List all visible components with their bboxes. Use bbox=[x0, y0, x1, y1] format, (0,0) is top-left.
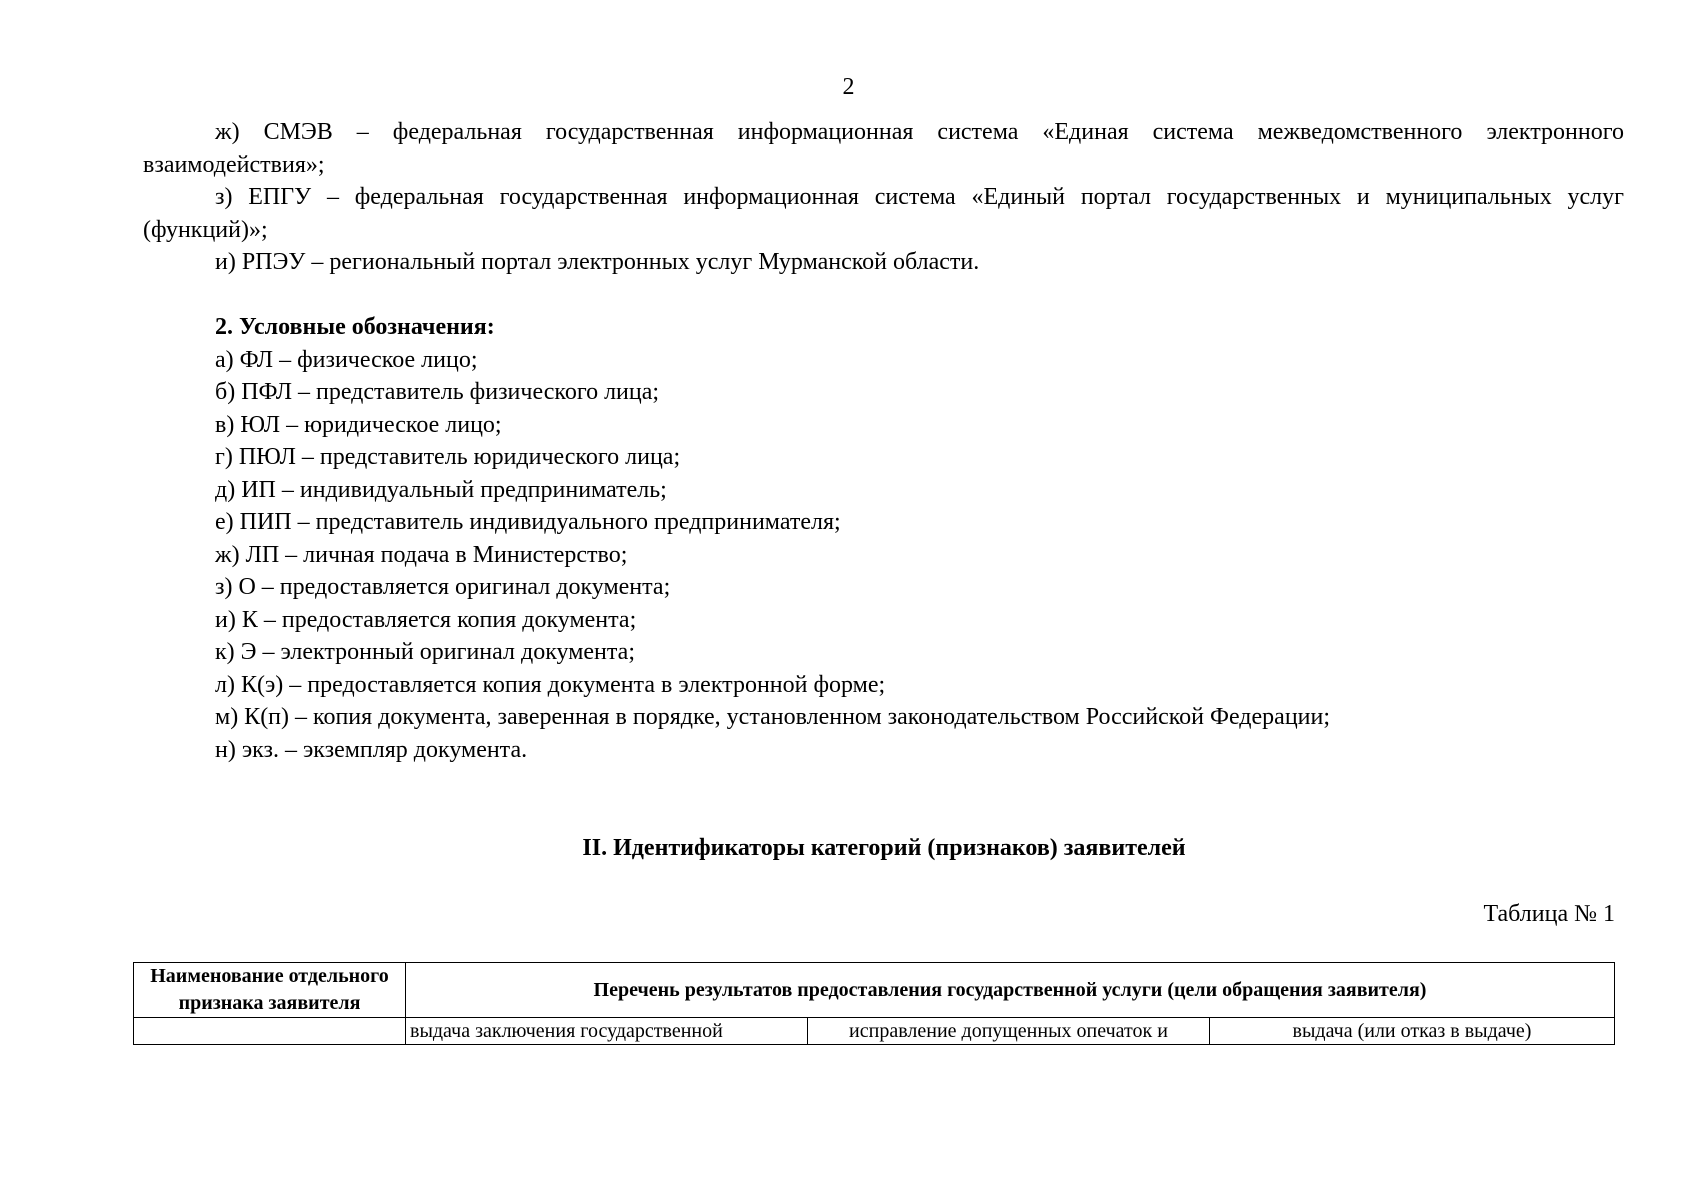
legend-item: е) ПИП – представитель индивидуального предпринимателя; bbox=[215, 509, 841, 535]
legend-item: з) О – предоставляется оригинал документа; bbox=[215, 574, 671, 600]
legend-item: ж) ЛП – личная подача в Министерство; bbox=[215, 541, 628, 568]
spacer bbox=[143, 279, 1624, 312]
section-title: II. Идентификаторы категорий (признаков) заявителей bbox=[582, 835, 1186, 861]
table-row bbox=[134, 1018, 1615, 1045]
legend-item: б) ПФЛ – представитель физического лица; bbox=[215, 379, 660, 405]
table-cell: исправление допущенных опечаток и bbox=[808, 1018, 1210, 1045]
definition-rpeu: и) РПЭУ – региональный портал электронных услуг Мурманской области. bbox=[215, 249, 980, 275]
legend-item: м) К(п) – копия документа, заверенная в порядке, установленном законодательством Российской Федерации; bbox=[215, 704, 1331, 730]
legend-item: а) ФЛ – физическое лицо; bbox=[215, 346, 478, 373]
table-cell: выдача (или отказ в выдаче) bbox=[1210, 1018, 1615, 1045]
legend-item: в) ЮЛ – юридическое лицо; bbox=[215, 411, 502, 438]
table-header-cell-attribute: Наименование отдельного признака заявителя bbox=[134, 963, 406, 1018]
applicant-categories-table bbox=[133, 962, 1615, 1045]
table-caption: Таблица № 1 bbox=[1483, 901, 1615, 927]
document-body bbox=[143, 116, 1624, 766]
legend-item: г) ПЮЛ – представитель юридического лица; bbox=[215, 444, 681, 470]
page-number: 2 bbox=[842, 74, 855, 100]
legend-item: к) Э – электронный оригинал документа; bbox=[215, 639, 635, 665]
legend-item: и) К – предоставляется копия документа; bbox=[215, 606, 637, 633]
table-cell: выдача заключения государственной bbox=[406, 1018, 808, 1045]
legend-item: л) К(э) – предоставляется копия документа в электронной форме; bbox=[215, 671, 886, 698]
legend-item: н) экз. – экземпляр документа. bbox=[215, 736, 528, 763]
definition-epgu: з) ЕПГУ – федеральная государственная информационная система «Единый портал государственных и муниципальных услуг (функций)»; bbox=[143, 184, 1624, 243]
table-header-cell-results: Перечень результатов предоставления государственной услуги (цели обращения заявителя) bbox=[406, 963, 1615, 1018]
table-cell bbox=[134, 1018, 406, 1045]
legend-item: д) ИП – индивидуальный предприниматель; bbox=[215, 476, 667, 503]
definition-smev: ж) СМЭВ – федеральная государственная информационная система «Единая система межведомственного электронного взаимодействия»; bbox=[143, 119, 1624, 178]
legend-heading: 2. Условные обозначения: bbox=[215, 314, 495, 340]
table-header-row bbox=[134, 963, 1615, 1018]
